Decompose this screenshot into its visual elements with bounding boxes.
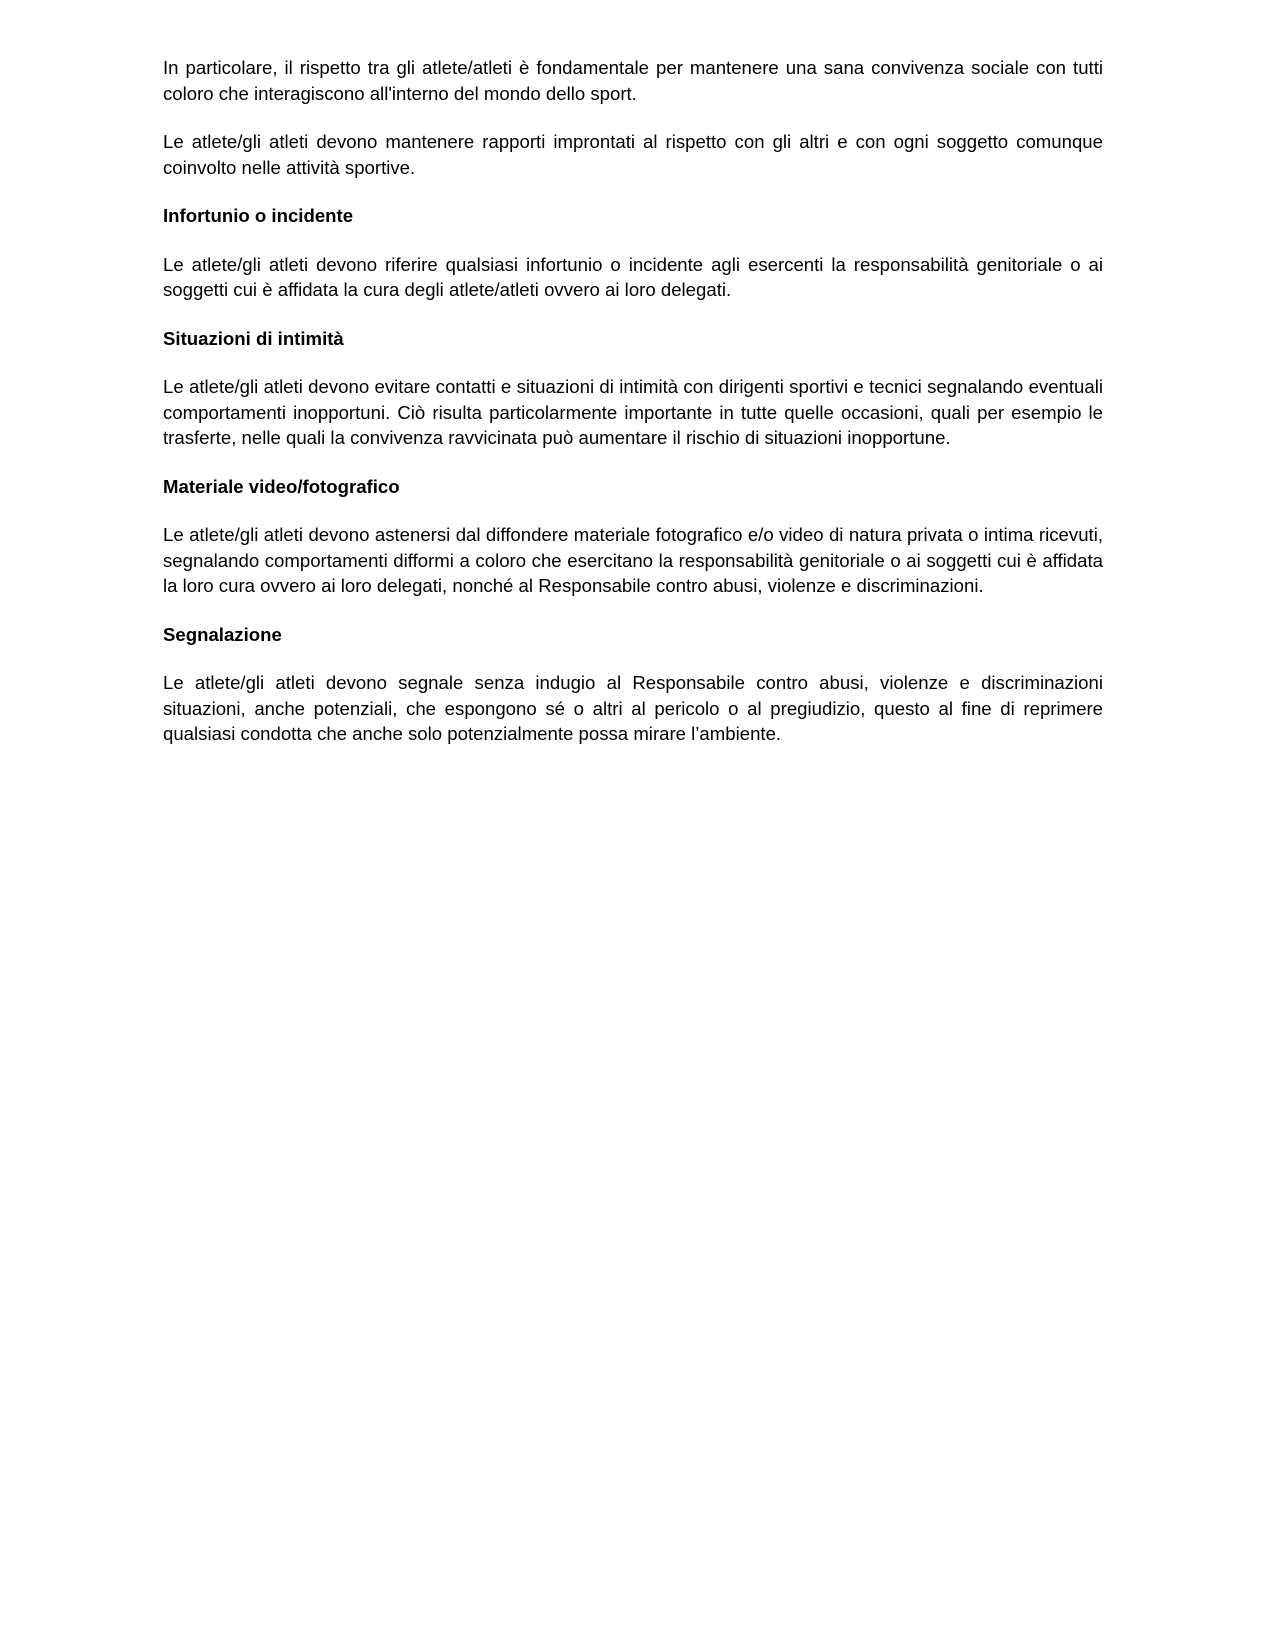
paragraph-segnalazione: Le atlete/gli atleti devono segnale senza indugio al Responsabile contro abusi, violenze e discriminazioni situazioni, anche potenziali, che espongono sé o altri al pericolo o al pregiudizio, questo al fine di reprimere qualsiasi condotta che anche solo potenzialmente possa mirare l’ambiente. <box>163 672 1103 744</box>
paragraph-materiale: Le atlete/gli atleti devono astenersi dal diffondere materiale fotografico e/o video di natura privata o intima ricevuti, segnalando comportamenti difformi a coloro che esercitano la responsabilità genitoriale o ai soggetti cui è affidata la loro cura ovvero ai loro delegati, nonché al Responsabile contro abusi, violenze e discriminazioni. <box>163 524 1103 596</box>
paragraph-rispetto-atleti: In particolare, il rispetto tra gli atlete/atleti è fondamentale per mantenere una sana convivenza sociale con tutti coloro che interagiscono all'interno del mondo dello sport. <box>163 57 1103 104</box>
section-heading-intimita: Situazioni di intimità <box>163 327 344 349</box>
paragraph-infortunio: Le atlete/gli atleti devono riferire qualsiasi infortunio o incidente agli esercenti la responsabilità genitoriale o ai soggetti cui è affidata la cura degli atlete/atleti ovvero ai loro delegati. <box>163 253 1103 300</box>
paragraph-rapporti-rispetto: Le atlete/gli atleti devono mantenere rapporti improntati al rispetto con gli altri e con ogni soggetto comunque coinvolto nelle attività sportive. <box>163 131 1103 178</box>
paragraph-intimita: Le atlete/gli atleti devono evitare contatti e situazioni di intimità con dirigenti sportivi e tecnici segnalando eventuali comportamenti inopportuni. Ciò risulta particolarmente importante in tutte quelle occasioni, quali per esempio le trasferte, nelle quali la convivenza ravvicinata può aumentare il rischio di situazioni inopportune. <box>163 376 1103 448</box>
document-page <box>163 55 1103 770</box>
section-heading-segnalazione: Segnalazione <box>163 623 282 645</box>
section-heading-materiale: Materiale video/fotografico <box>163 475 400 497</box>
section-heading-infortunio: Infortunio o incidente <box>163 205 354 226</box>
